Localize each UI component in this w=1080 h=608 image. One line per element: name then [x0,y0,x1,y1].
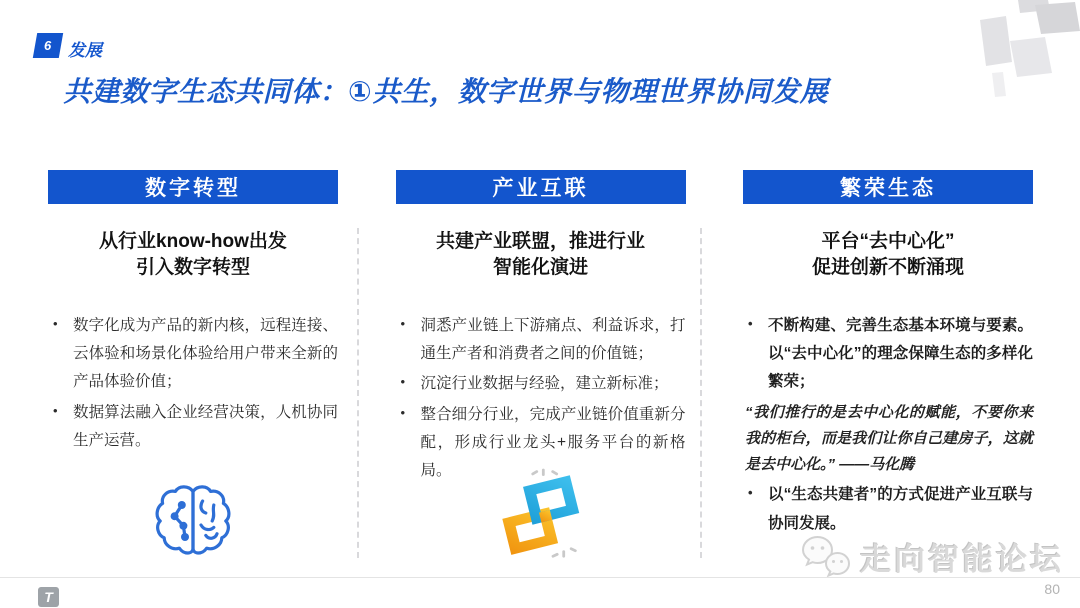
slide-title: 共建数字生态共同体：①共生，数字世界与物理世界协同发展 [63,76,829,107]
bullet-item: • 洞悉产业链上下游痛点、利益诉求，打通生产者和消费者之间的价值链； [396,312,686,368]
bullet-item: • 数字化成为产品的新内核，远程连接、云体验和场景化体验给用户带来全新的产品体验价值； [48,312,338,397]
page-number: 80 [1044,581,1060,597]
subtitle-line: 引入数字转型 [135,256,250,278]
bullet-list [743,312,1033,397]
watermark-text: 走向智能论坛 [860,542,1064,577]
subtitle-line: 从行业know-how出发 [99,231,287,252]
bullet-list [743,481,1033,537]
column-industry-interconnection [396,170,686,575]
watermark [800,534,1064,579]
column-header: 繁荣生态 [743,170,1033,204]
pony-ma-quote: “我们推行的是去中心化的赋能，不要你来我的柜台，而是我们让你自己建房子，这就是去中心化。” ——马化腾 [745,403,1033,474]
subtitle-line: 平台“去中心化” [821,231,955,252]
column-subtitle [396,229,686,281]
column-subtitle [743,229,1033,281]
column-digital-transformation [48,170,338,575]
column-subtitle [48,229,338,281]
chain-link-icon [490,468,592,567]
publisher-logo-letter: T [44,589,53,605]
column-header: 产业互联 [396,170,686,204]
column-header: 数字转型 [48,170,338,204]
wechat-icon [800,535,852,579]
section-number-badge [33,33,63,58]
section-label: 发展 [68,41,102,60]
bullet-list [396,312,686,485]
footer-divider [0,577,1080,578]
bullet-item: • 数据算法融入企业经营决策，人机协同生产运营。 [48,399,338,455]
column-divider [700,228,702,558]
pixel-mosaic-decoration [940,0,1080,100]
subtitle-line: 共建产业联盟，推进行业 [435,231,645,252]
section-number: 6 [44,38,52,53]
publisher-logo [38,587,59,607]
column-divider [357,228,359,558]
subtitle-line: 智能化演进 [492,256,588,278]
bullet-item: • 以“生态共建者”的方式促进产业互联与协同发展。 [743,481,1033,537]
bullet-item: • 沉淀行业数据与经验，建立新标准； [396,370,686,398]
bullet-list [48,312,338,455]
column-prosperous-ecosystem [743,170,1033,575]
columns-container [48,170,1033,575]
brain-circuit-icon [153,478,233,569]
bullet-item: • 整合细分行业，完成产业链价值重新分配，形成行业龙头+服务平台的新格局。 [396,401,686,486]
subtitle-line: 促进创新不断涌现 [811,256,964,278]
bullet-item: • 不断构建、完善生态基本环境与要素。以“去中心化”的理念保障生态的多样化繁荣； [743,312,1033,397]
